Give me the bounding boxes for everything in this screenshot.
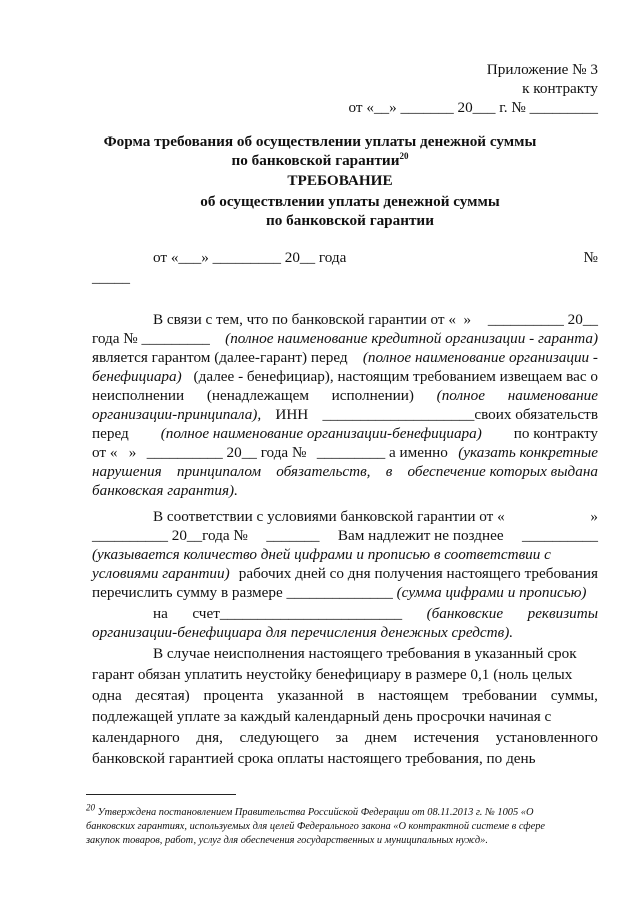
footnote-separator [86,794,236,795]
p1-line-6: организации-принципала), ИНН ____________________своих обязательств [92,406,598,423]
p1-line-10: банковская гарантия). [92,482,238,499]
footnote-mark: 20 [86,802,95,813]
p2-line-4: условиями гарантии) рабочих дней со дня получения настоящего требования [92,565,598,582]
p1-line-7: перед (полное наименование организации-бенефициара) по контракту [92,425,598,442]
form-title-line1: Форма требования об осуществлении уплаты денежной суммы [103,133,537,150]
p1-line-4: бенефициара) (далее - бенефициар), настоящим требованием извещаем вас о [92,368,598,385]
footnote-line-3: закупок товаров, работ, услуг для обеспечения государственных и муниципальных нужд». [86,835,488,846]
p3-line-2: гарант обязан уплатить неустойку бенефициару в размере 0,1 (ноль целых [92,666,573,683]
demand-number-blank: _____ [92,269,130,286]
p2-line-1: В соответствии с условиями банковской гарантии от « » [153,508,598,525]
document-subtitle-2: по банковской гарантии [266,212,434,229]
appendix-label: Приложение № 3 [486,61,598,78]
p1-line-9: нарушения принципалом обязательств, в обеспечение которых выдана [92,463,598,480]
p3-line-4: подлежащей уплате за каждый календарный день просрочки начиная с [92,708,552,725]
p2-line-2: __________ 20__года № _______ Вам надлежит не позднее __________ [92,527,598,544]
contract-label: к контракту [522,80,598,97]
p3-line-1: В случае неисполнения настоящего требования в указанный срок [153,645,577,662]
footnote-ref: 20 [399,150,409,161]
p3-line-5: календарного дня, следующего за днем истечения установленного [92,729,598,746]
demand-date: от «___» _________ 20__ года [153,249,347,266]
form-title-line2 [0,151,640,170]
p2-line-6: на счет________________________ (банковские реквизиты [153,605,598,622]
footnote-line-1: $^{20}$ Утверждена постановлением Правительства Российской Федерации от 08.11.2013 г. № 1005 «О [86,802,534,818]
footnote-line-2: банковских гарантиях, используемых для целей Федерального закона «О контрактной системе в сфере [86,821,546,832]
form-title-text: по банковской гарантии [231,152,400,169]
contract-date-line: от «__» _______ 20___ г. № _________ [348,99,598,116]
p1-line-1: В связи с тем, что по банковской гарантии от « » __________ 20__ [153,311,598,328]
p2-line-5: перечислить сумму в размере ______________ (сумма цифрами и прописью) [92,584,587,601]
p1-line-5: неисполнении (ненадлежащем исполнении) (полное наименование [92,387,598,404]
p1-line-2: года № _________ (полное наименование кредитной организации - гаранта) [92,330,598,347]
p1-line-3: является гарантом (далее-гарант) перед (полное наименование организации - [92,349,598,366]
document-subtitle-1: об осуществлении уплаты денежной суммы [200,193,500,210]
p1-line-8: от « » __________ 20__ года № _________ а именно (указать конкретные [92,444,598,461]
document-title: ТРЕБОВАНИЕ [287,172,393,189]
p2-line-3: (указывается количество дней цифрами и прописью в соответствии с [92,546,551,563]
demand-number-label: № [583,249,598,266]
p3-line-6: банковской гарантией срока оплаты настоящего требования, по день [92,750,536,767]
p3-line-3: одна десятая) процента указанной в настоящем требовании суммы, [92,687,598,704]
p2-line-7: организации-бенефициара для перечисления денежных средств). [92,624,514,641]
